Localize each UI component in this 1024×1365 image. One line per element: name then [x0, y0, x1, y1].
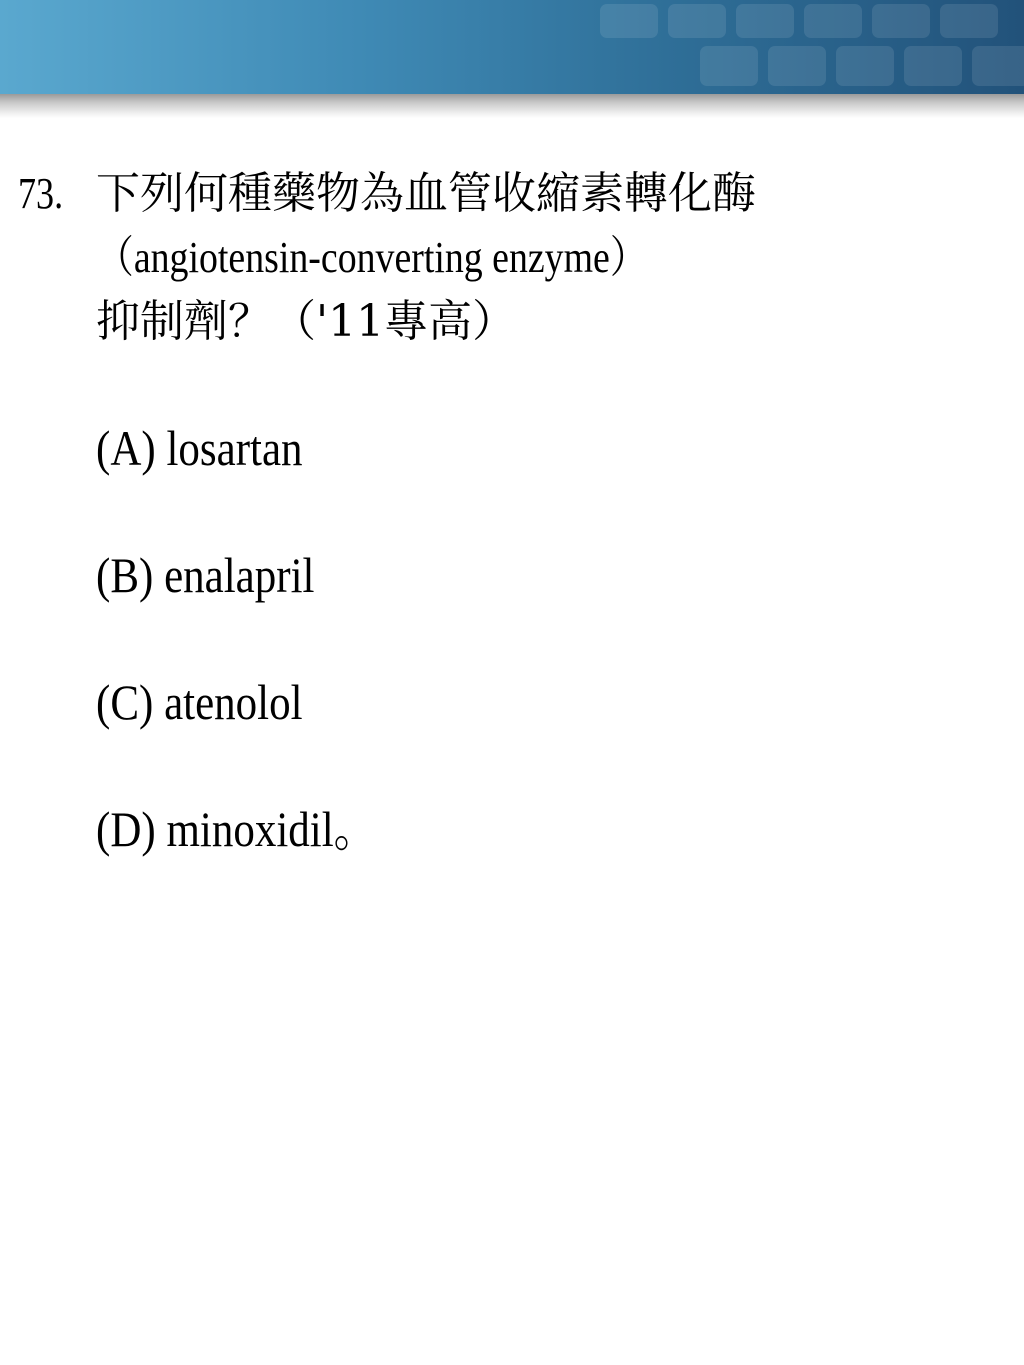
option-c-text: (C) atenolol: [96, 674, 303, 730]
header-decor-tile: [836, 46, 894, 86]
header-decor-tile: [736, 4, 794, 38]
option-a: [96, 418, 422, 545]
option-d-text: (D) minoxidil。: [96, 801, 377, 857]
answer-options: [96, 418, 422, 926]
header-decor-tile: [940, 4, 998, 38]
header-decor-tile: [904, 46, 962, 86]
header-banner: [0, 0, 1024, 94]
header-decor-tile: [872, 4, 930, 38]
question-block: [18, 162, 1008, 354]
header-decor-tile: [668, 4, 726, 38]
option-c: [96, 672, 422, 799]
question-third-line: [18, 290, 1008, 354]
question-number: 73.: [18, 169, 64, 218]
option-b: [96, 545, 422, 672]
question-text-line-1: 下列何種藥物為血管收縮素轉化酶: [96, 168, 756, 219]
header-decor-tile: [600, 4, 658, 38]
question-text-line-3: 抑制劑？（'11專高）: [96, 296, 517, 347]
question-second-line: [18, 226, 1008, 290]
option-a-text: (A) losartan: [96, 420, 303, 476]
question-text-line-2: （angiotensin-converting enzyme）: [96, 233, 648, 282]
header-decor-tile: [700, 46, 758, 86]
header-decor-tile: [972, 46, 1024, 86]
header-decor-tile: [768, 46, 826, 86]
header-decor-tile: [804, 4, 862, 38]
option-d: [96, 799, 422, 926]
header-shadow: [0, 94, 1024, 118]
option-b-text: (B) enalapril: [96, 547, 315, 603]
question-first-line: [18, 162, 1008, 226]
